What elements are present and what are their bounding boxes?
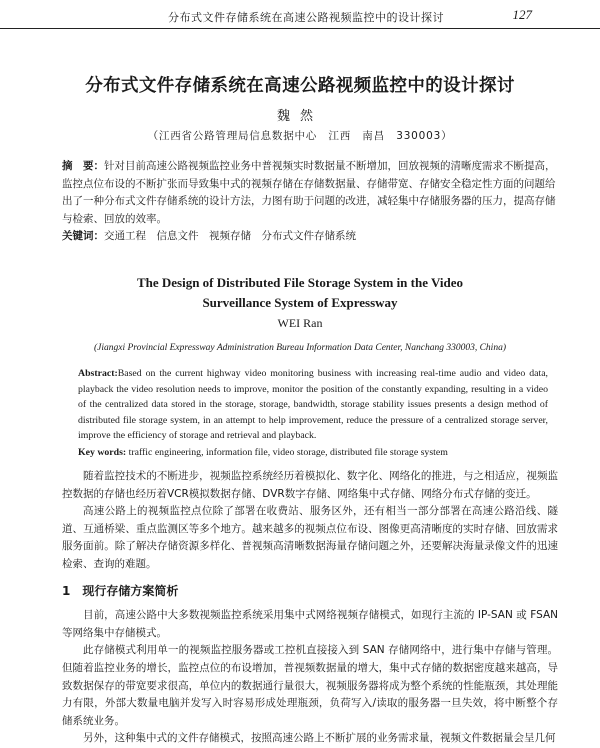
english-affiliation: (Jiangxi Provincial Expressway Administration Bureau Information Data Center, Nanchang 330003, China) (94, 343, 506, 353)
chinese-author: 魏然 (276, 109, 323, 124)
body-text (62, 468, 558, 748)
intro-paragraph-1: 随着监控技术的不断进步，视频监控系统经历着模拟化、数字化、网络化的推进，与之相适应，视频监控数据的存储也经历着VCR模拟数据存储、DVR数字存储、网络集中式存储、网络分布式存储的变迁。 (62, 470, 558, 500)
english-keywords-label: Key words: (78, 446, 127, 458)
chinese-keywords-text: 交通工程 信息文件 视频存储 分布式文件存储系统 (104, 230, 356, 242)
section-1-paragraph-3: 另外，这种集中式的文件存储模式，按照高速公路上不断扩展的业务需求量，视频文件数据量会呈几何 (83, 732, 556, 745)
running-header (0, 6, 600, 29)
section-1-paragraph-1: 目前，高速公路中大多数视频监控系统采用集中式网络视频存储模式，如现行主流的 IP-SAN 或 FSAN 等网络集中存储模式。 (62, 609, 558, 639)
intro-paragraph-2: 高速公路上的视频监控点位除了部署在收费站、服务区外，还有相当一部分部署在高速公路沿线、隧道、互通桥梁、重点监测区等多个地方。越来越多的视频点位布设、图像更高清晰度的实时存储、回放需求服务面前。除了解决存储资源多样化、普视频高清晰数据海量存储问题之外，还要解决海量录像文件的迅速检索、查询的难题。 (62, 505, 558, 570)
english-abstract (78, 366, 548, 444)
english-title-line2: Surveillance System of Expressway (202, 295, 398, 310)
chinese-affiliation: （江西省公路管理局信息数据中心 江西 南昌 330003） (147, 130, 453, 142)
english-author: WEI Ran (277, 316, 323, 330)
english-abstract-text: Based on the current highway video monitoring business with increasing real-time audio and video data, playback the video resolution needs to improve, monitor the position of the constantly expanding, resulting in a video of the centralized data stored in the storage, storage, bandwidth, storage stability issues presents a design method of distributed file storage system, in an attempt to help improvement, reduce the pressure of a centralized storage server, improve the efficiency of storage and retrieval and playback. (78, 368, 548, 442)
chinese-title: 分布式文件存储系统在高速公路视频监控中的设计探讨 (85, 76, 515, 96)
chinese-keywords (62, 228, 558, 246)
page-number: 127 (512, 7, 532, 22)
section-1-heading: 1 现行存储方案简析 (62, 583, 179, 598)
chinese-abstract (62, 158, 558, 228)
running-title: 分布式文件存储系统在高速公路视频监控中的设计探讨 (168, 11, 444, 24)
english-title-line1: The Design of Distributed File Storage System in the Video (136, 275, 464, 290)
chinese-keywords-label: 关键词： (62, 230, 104, 242)
english-abstract-block (78, 366, 548, 461)
english-abstract-label: Abstract: (78, 368, 118, 379)
chinese-abstract-label: 摘 要： (62, 160, 104, 172)
english-keywords (78, 445, 548, 461)
section-1-paragraph-2: 此存储模式利用单一的视频监控服务器或工控机直接接入到 SAN 存储网络中，进行集中存储与管理。但随着监控业务的增长，监控点位的布设增加，普视频数据量的增大，集中式存储的数据密度越来越高，导致数据保存的带宽要求很高，单位内的数据通行量很大，视频服务器将成为整个系统的性能瓶颈，其处理能力有限，外部大数量电脑并发写入时容易形成处理瓶颈，负荷写入/读取的服务器一旦失效，将中断整个存储系统业务。 (62, 644, 558, 727)
english-keywords-text: traffic engineering, information file, video storage, distributed file storage system (128, 446, 448, 458)
english-title (0, 273, 600, 313)
chinese-abstract-block (62, 158, 558, 246)
chinese-abstract-text: 针对目前高速公路视频监控业务中普视频实时数据量不断增加，回放视频的清晰度需求不断提高，监控点位布设的不断扩张而导致集中式的视频存储在存储数据量、存储带宽、存储安全稳定性方面的问题给出了一种分布式文件存储系统的设计方法，力图有助于问题的改进，减轻集中存储服务器的压力，提高存储与检索、回放的效率。 (62, 160, 556, 225)
